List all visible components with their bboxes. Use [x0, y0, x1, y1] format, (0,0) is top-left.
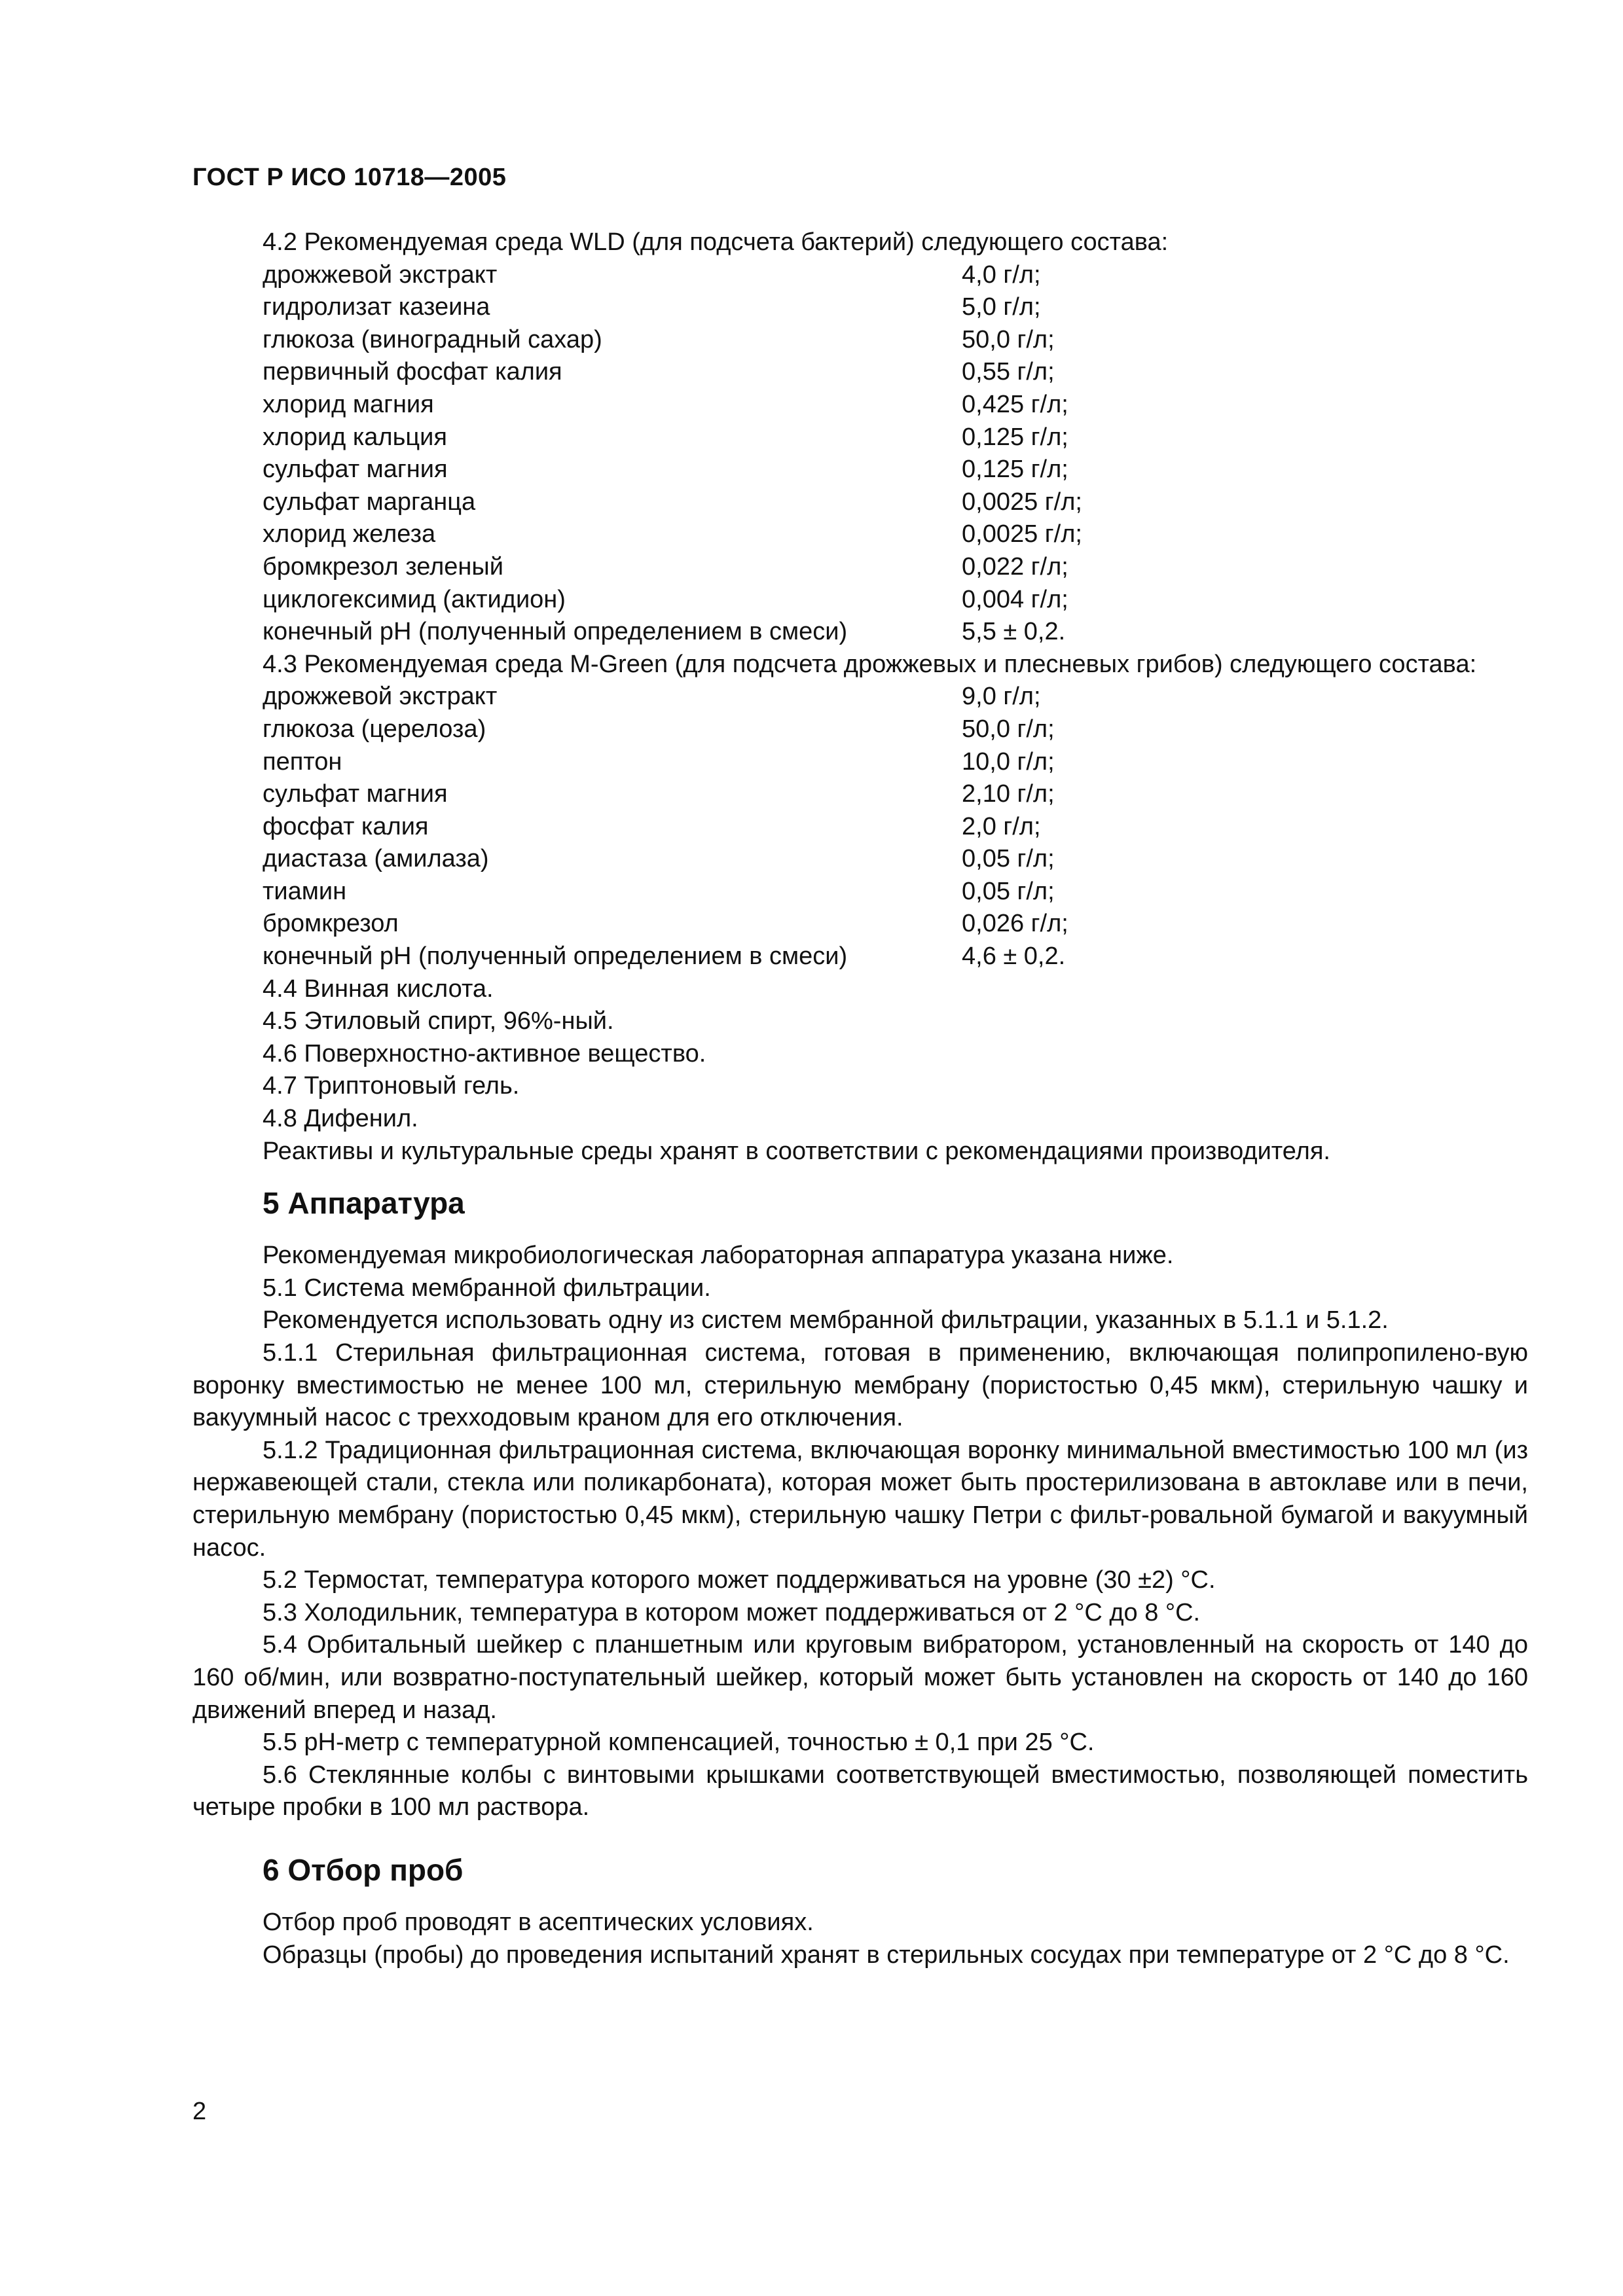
- list-item: дрожжевой экстракт 4,0 г/л;: [263, 260, 1041, 289]
- clause-4-2: 4.2 Рекомендуемая среда WLD (для подсчета бактерий) следующего состава:: [263, 228, 1169, 256]
- clause-5-3: 5.3 Холодильник, температура в котором может поддерживаться от 2 °С до 8 °С.: [263, 1598, 1201, 1626]
- section-5-intro: Рекомендуемая микробиологическая лабораторная аппаратура указана ниже.: [263, 1242, 1174, 1270]
- list-item: тиамин 0,05 г/л;: [263, 877, 1055, 905]
- clause-4-7: 4.7 Триптоновый гель.: [263, 1072, 520, 1100]
- clause-5-1-2: 5.1.2 Традиционная фильтрационная система, включающая воронку минимальной вместимостью 100 мл (из нержавеющей стали, стекла или поликарбоната), которая может быть простерилизована в автоклаве или в печи, стерильную мембрану (пористостью 0,45 мкм), стерильную чашку Петри с фильт-ровальной бумагой и вакуумный насос.: [192, 1436, 1528, 1562]
- storage-note: Реактивы и культуральные среды хранят в соответствии с рекомендациями производителя.: [263, 1137, 1330, 1165]
- clause-5-2: 5.2 Термостат, температура которого может поддерживаться на уровне (30 ±2) °С.: [263, 1566, 1216, 1594]
- list-item: бромкрезол зеленый 0,022 г/л;: [263, 552, 1068, 581]
- clause-4-6: 4.6 Поверхностно-активное вещество.: [263, 1039, 706, 1067]
- section-6-para-1: Отбор проб проводят в асептических условиях.: [263, 1908, 814, 1936]
- clause-5-5: 5.5 рН-метр с температурной компенсацией, точностью ± 0,1 при 25 °С.: [263, 1729, 1095, 1757]
- clause-4-5: 4.5 Этиловый спирт, 96%-ный.: [263, 1007, 614, 1035]
- list-item: фосфат калия 2,0 г/л;: [263, 812, 1041, 840]
- list-item: хлорид кальция 0,125 г/л;: [263, 423, 1068, 451]
- list-item: сульфат магния 0,125 г/л;: [263, 456, 1068, 484]
- document-header: ГОСТ Р ИСО 10718—2005: [192, 164, 507, 191]
- list-item: конечный рН (полученный определением в смеси) 5,5 ± 0,2.: [263, 618, 1066, 646]
- clause-4-3: 4.3 Рекомендуемая среда M-Green (для подсчета дрожжевых и плесневых грибов) следующего состава:: [263, 650, 1477, 678]
- clause-5-6: 5.6 Стеклянные колбы с винтовыми крышками соответствующей вместимостью, позволяющей поместить четыре пробки в 100 мл раствора.: [192, 1761, 1528, 1821]
- wld-composition: [192, 259, 1528, 649]
- list-item: циклогексимид (актидион) 0,004 г/л;: [263, 585, 1068, 613]
- list-item: глюкоза (виноградный сахар) 50,0 г/л;: [263, 325, 1055, 353]
- section-6-para-2: Образцы (пробы) до проведения испытаний хранят в стерильных сосудах при температуре от 2 °С до 8 °С.: [263, 1941, 1510, 1969]
- list-item: сульфат магния 2,10 г/л;: [263, 780, 1055, 808]
- clause-4-4: 4.4 Винная кислота.: [263, 975, 494, 1003]
- list-item: хлорид железа 0,0025 г/л;: [263, 520, 1082, 548]
- list-item: первичный фосфат калия 0,55 г/л;: [263, 358, 1055, 386]
- clause-5-4: 5.4 Орбитальный шейкер с планшетным или круговым вибратором, установленный на скорость от 140 до 160 об/мин, или возвратно-поступательный шейкер, который может быть установлен на скорость от 140 до 160 движений вперед и назад.: [192, 1631, 1528, 1724]
- page-content: [192, 226, 1528, 1971]
- list-item: глюкоза (церелоза) 50,0 г/л;: [263, 715, 1055, 743]
- clause-5-1-1: 5.1.1 Стерильная фильтрационная система, готовая в применению, включающая полипропилено-вую воронку вместимостью не менее 100 мл, стерильную мембрану (пористостью 0,45 мкм), стерильную чашку и вакуумный насос с трехходовым краном для его отключения.: [192, 1339, 1528, 1432]
- list-item: сульфат марганца 0,0025 г/л;: [263, 488, 1082, 516]
- list-item: конечный рН (полученный определением в смеси) 4,6 ± 0,2.: [263, 942, 1066, 971]
- clause-4-8: 4.8 Дифенил.: [263, 1105, 418, 1133]
- mgreen-composition: [192, 681, 1528, 973]
- section-5-heading: 5 Аппаратура: [263, 1186, 465, 1221]
- clause-5-1-note: Рекомендуется использовать одну из систем мембранной фильтрации, указанных в 5.1.1 и 5.1.2.: [263, 1306, 1389, 1335]
- list-item: дрожжевой экстракт 9,0 г/л;: [263, 683, 1041, 711]
- list-item: бромкрезол 0,026 г/л;: [263, 910, 1068, 938]
- list-item: гидролизат казеина 5,0 г/л;: [263, 293, 1041, 321]
- section-6-heading: 6 Отбор проб: [263, 1852, 464, 1887]
- list-item: диастаза (амилаза) 0,05 г/л;: [263, 845, 1055, 873]
- list-item: пептон 10,0 г/л;: [263, 747, 1055, 776]
- list-item: хлорид магния 0,425 г/л;: [263, 390, 1068, 418]
- page-number: 2: [192, 2098, 207, 2125]
- clause-5-1: 5.1 Система мембранной фильтрации.: [263, 1274, 711, 1302]
